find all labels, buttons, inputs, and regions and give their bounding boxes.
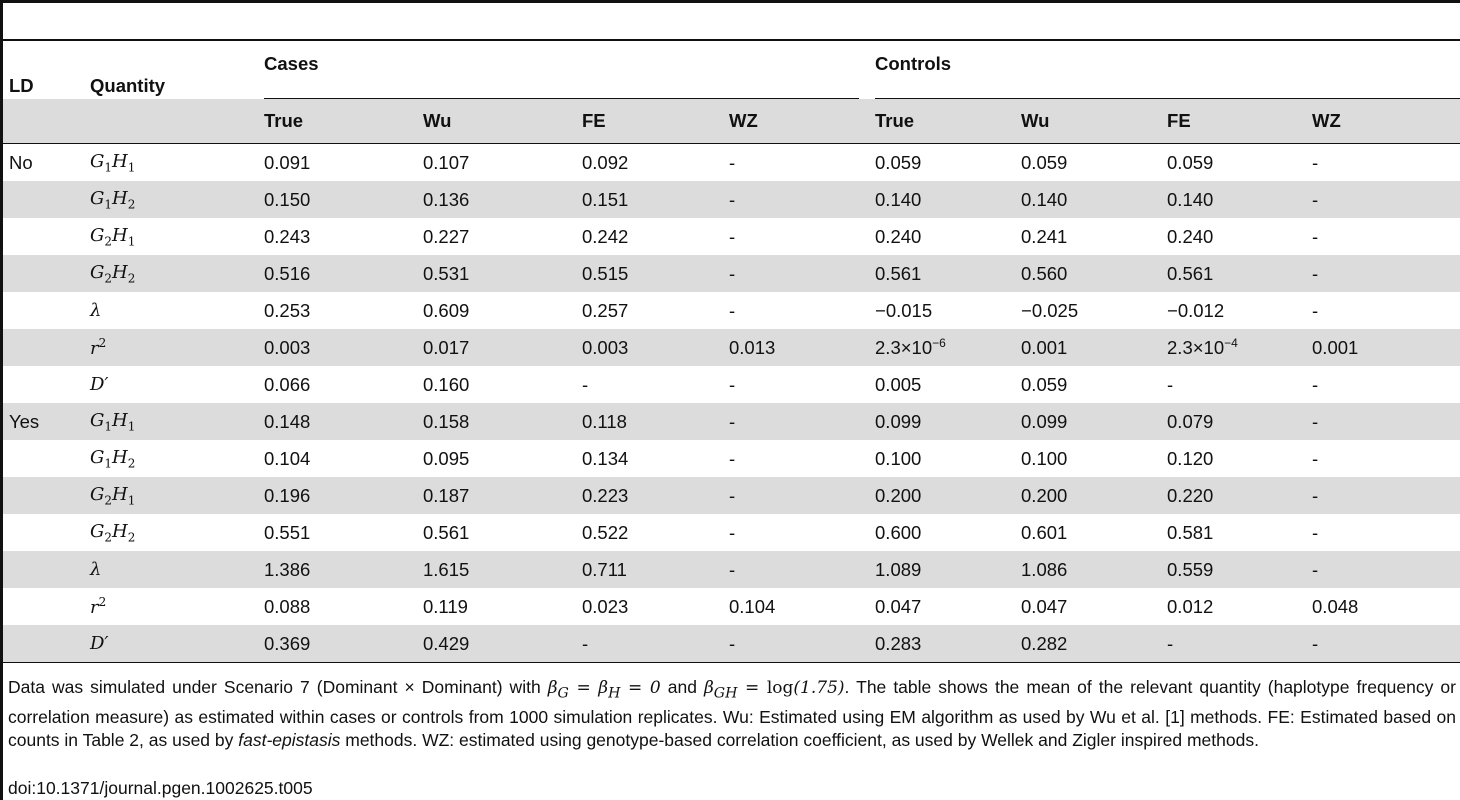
footnote-text-2: and xyxy=(660,677,704,697)
cell-ld xyxy=(3,514,84,551)
cell-ld: Yes xyxy=(3,403,84,440)
cell-ld xyxy=(3,588,84,625)
header-row-groups xyxy=(3,43,1460,99)
subcol-cases-wu: Wu xyxy=(417,99,576,144)
table-row xyxy=(3,255,1460,292)
cell-cases-true: 0.243 xyxy=(264,225,311,247)
cell-cases-wu: 0.531 xyxy=(417,255,576,292)
cell-cases-fe: 0.522 xyxy=(582,521,629,543)
cell-ld xyxy=(3,181,84,218)
top-border xyxy=(0,0,1460,3)
subcol-cases-wz: WZ xyxy=(723,99,869,144)
table-row xyxy=(3,366,1460,403)
cell-controls-fe: 0.079 xyxy=(1161,403,1306,440)
cell-controls-wz: 0.048 xyxy=(1312,595,1359,617)
cell-quantity: λ xyxy=(90,300,102,321)
cell-quantity: $G_2H_2$ xyxy=(84,255,258,292)
cell-cases-true: 0.088 xyxy=(264,595,311,617)
cell-ld xyxy=(3,551,84,588)
cell-controls-fe: 0.012 xyxy=(1167,595,1214,617)
cell-cases-fe: 0.711 xyxy=(576,551,723,588)
cell-controls-wz: - xyxy=(1306,477,1460,514)
cell-cases-true: 0.104 xyxy=(264,447,311,469)
results-table xyxy=(3,43,1460,663)
cell-cases-wu: 0.017 xyxy=(417,329,576,366)
cell-controls-wz: - xyxy=(1306,551,1460,588)
subcol-cases-fe: FE xyxy=(576,99,723,144)
cell-cases-wu: 0.187 xyxy=(417,477,576,514)
cell-cases-wz: - xyxy=(723,625,869,663)
cell-ld xyxy=(3,329,84,366)
cell-quantity: $r^2$ xyxy=(90,595,107,618)
cell-cases-wu: 0.158 xyxy=(417,403,576,440)
col-quantity-header: Quantity xyxy=(90,75,166,96)
cell-controls-true: 0.283 xyxy=(869,625,1015,663)
cell-cases-wu: 0.095 xyxy=(423,447,470,469)
cell-controls-fe: 0.581 xyxy=(1167,521,1214,543)
cell-quantity: λ xyxy=(84,551,258,588)
cell-cases-wz: - xyxy=(723,477,869,514)
table-row xyxy=(3,514,1460,551)
cell-controls-fe: 0.220 xyxy=(1161,477,1306,514)
cell-cases-wz: - xyxy=(723,181,869,218)
cell-ld xyxy=(3,218,84,255)
cell-controls-wu: 0.059 xyxy=(1021,151,1068,173)
table-row xyxy=(3,625,1460,663)
cell-controls-true: 0.561 xyxy=(869,255,1015,292)
subheader-blank-quantity xyxy=(84,99,258,144)
subcol-controls-true: True xyxy=(869,99,1015,144)
cell-controls-wu: 0.601 xyxy=(1021,521,1068,543)
cell-cases-fe: 0.257 xyxy=(582,299,629,321)
group-controls-rule xyxy=(875,98,1460,99)
cell-controls-wu: 0.241 xyxy=(1021,225,1068,247)
cell-cases-true: 0.003 xyxy=(258,329,417,366)
cell-controls-true: 0.140 xyxy=(869,181,1015,218)
cell-controls-true: $2.3\times 10^{-6}$ xyxy=(869,329,1015,366)
cell-ld xyxy=(3,440,84,477)
cell-cases-wz: - xyxy=(729,151,736,173)
cell-cases-true: 0.066 xyxy=(264,373,311,395)
subcol-controls-wz: WZ xyxy=(1306,99,1460,144)
cell-controls-wz: - xyxy=(1306,255,1460,292)
cell-controls-wu: 0.047 xyxy=(1021,595,1068,617)
cell-cases-true: 0.196 xyxy=(258,477,417,514)
cell-quantity: $G_2H_2$ xyxy=(90,520,136,545)
cell-ld xyxy=(3,477,84,514)
cell-cases-wu: 0.227 xyxy=(423,225,470,247)
cell-controls-fe: 0.559 xyxy=(1161,551,1306,588)
subcol-controls-fe: FE xyxy=(1161,99,1306,144)
cell-controls-wu: −0.025 xyxy=(1021,299,1079,321)
cell-quantity: $G_2H_1$ xyxy=(84,477,258,514)
cell-cases-wz: - xyxy=(723,403,869,440)
cell-controls-wz: - xyxy=(1312,151,1319,173)
cell-controls-fe: 0.140 xyxy=(1161,181,1306,218)
cell-cases-fe: 0.092 xyxy=(582,151,629,173)
cell-cases-wu: 1.615 xyxy=(417,551,576,588)
cell-controls-fe: 0.561 xyxy=(1161,255,1306,292)
cell-quantity: $r^2$ xyxy=(84,329,258,366)
cell-cases-true: 0.253 xyxy=(264,299,311,321)
cell-controls-fe: 0.120 xyxy=(1167,447,1214,469)
cell-cases-fe: 0.023 xyxy=(582,595,629,617)
cell-cases-fe: 0.003 xyxy=(576,329,723,366)
cell-cases-true: 0.091 xyxy=(264,151,311,173)
cell-controls-wz: - xyxy=(1306,181,1460,218)
subcol-controls-wu: Wu xyxy=(1015,99,1161,144)
cell-cases-wu: 0.561 xyxy=(423,521,470,543)
cell-controls-fe: - xyxy=(1167,373,1174,395)
cell-cases-fe: 0.242 xyxy=(582,225,629,247)
cell-cases-wz: 0.104 xyxy=(729,595,776,617)
cell-controls-true: 0.059 xyxy=(875,151,922,173)
footnote-emphasis: fast-epistasis xyxy=(238,730,341,751)
cell-cases-true: 1.386 xyxy=(258,551,417,588)
cell-cases-fe: 0.134 xyxy=(582,447,629,469)
cell-controls-true: −0.015 xyxy=(875,299,933,321)
table-row xyxy=(3,218,1460,255)
cell-cases-fe: - xyxy=(576,625,723,663)
table-top-rule xyxy=(0,39,1460,41)
cell-cases-wu: 0.119 xyxy=(423,595,468,617)
cell-controls-true: 1.089 xyxy=(869,551,1015,588)
cell-controls-wu: 0.560 xyxy=(1015,255,1161,292)
cell-cases-wu: 0.160 xyxy=(423,373,470,395)
cell-ld xyxy=(3,255,84,292)
footnote-math-beta-gh: $\beta_{GH} = \log(1.75)$ xyxy=(703,678,845,702)
cell-controls-true: 0.099 xyxy=(869,403,1015,440)
cell-cases-true: 0.551 xyxy=(264,521,311,543)
table-row xyxy=(3,588,1460,625)
cell-quantity: $G_1H_1$ xyxy=(90,150,136,175)
cell-cases-wz: - xyxy=(729,299,736,321)
table-row xyxy=(3,403,1460,440)
cell-ld xyxy=(3,292,84,329)
cell-controls-true: 0.600 xyxy=(875,521,922,543)
col-ld-header: LD xyxy=(9,75,34,96)
cell-quantity: $G_1H_1$ xyxy=(84,403,258,440)
cell-cases-fe: 0.151 xyxy=(576,181,723,218)
cell-controls-wz: - xyxy=(1312,373,1319,395)
cell-controls-wu: 0.100 xyxy=(1021,447,1068,469)
cell-quantity: $G_1H_2$ xyxy=(84,181,258,218)
cell-controls-wu: 0.059 xyxy=(1021,373,1068,395)
cell-cases-wu: 0.136 xyxy=(417,181,576,218)
cell-controls-true: 0.047 xyxy=(875,595,922,617)
cell-controls-wz: - xyxy=(1312,225,1319,247)
table-row xyxy=(3,477,1460,514)
subcol-cases-true: True xyxy=(258,99,417,144)
cell-controls-wu: 0.200 xyxy=(1015,477,1161,514)
cell-cases-wz: - xyxy=(723,551,869,588)
cell-controls-true: 0.200 xyxy=(869,477,1015,514)
cell-cases-wz: - xyxy=(723,255,869,292)
cell-controls-wz: - xyxy=(1306,403,1460,440)
cell-controls-fe: −0.012 xyxy=(1167,299,1225,321)
table-row xyxy=(3,181,1460,218)
cell-controls-wz: - xyxy=(1312,521,1319,543)
cell-quantity: $G_2H_1$ xyxy=(90,224,136,249)
footnote-text-3: . The table shows the mean of the relevant quantity (haplotype frequency or correlation measure) as estimated within cases or controls from 1000 simulation replicates. Wu: Estimated using EM algorithm as used by Wu et al. [1] methods. FE: Estimated based on counts in Table 2, as used by xyxy=(8,677,1456,751)
cell-cases-wz: - xyxy=(729,447,736,469)
cell-cases-wz: - xyxy=(729,373,736,395)
cell-controls-wu: 0.140 xyxy=(1015,181,1161,218)
table-footnote xyxy=(8,676,1456,753)
cell-cases-fe: 0.118 xyxy=(576,403,723,440)
doi-line: doi:10.1371/journal.pgen.1002625.t005 xyxy=(8,778,313,798)
group-cases-header xyxy=(258,43,869,99)
table-row xyxy=(3,440,1460,477)
cell-controls-fe: 0.240 xyxy=(1167,225,1214,247)
subheader-blank-ld xyxy=(3,99,84,144)
cell-controls-wu: 0.282 xyxy=(1015,625,1161,663)
cell-cases-wz: - xyxy=(729,225,736,247)
cell-cases-wu: 0.429 xyxy=(417,625,576,663)
cell-cases-wu: 0.609 xyxy=(423,299,470,321)
cell-cases-fe: - xyxy=(582,373,589,395)
cell-cases-fe: 0.515 xyxy=(576,255,723,292)
header-row-subcolumns xyxy=(3,99,1460,144)
cell-ld xyxy=(3,625,84,663)
cell-controls-wz: - xyxy=(1312,299,1319,321)
cell-cases-true: 0.150 xyxy=(258,181,417,218)
table-row xyxy=(3,292,1460,329)
cell-controls-fe: - xyxy=(1161,625,1306,663)
cell-ld xyxy=(3,366,84,403)
footnote-text-4: methods. WZ: estimated using genotype-based correlation coefficient, as used by Wellek and Zigler inspired methods. xyxy=(340,730,1259,751)
cell-cases-wz: 0.013 xyxy=(723,329,869,366)
cell-controls-wu: 0.001 xyxy=(1015,329,1161,366)
cell-controls-fe: 0.059 xyxy=(1167,151,1214,173)
cell-cases-true: 0.369 xyxy=(258,625,417,663)
cell-controls-wu: 1.086 xyxy=(1015,551,1161,588)
cell-cases-fe: 0.223 xyxy=(576,477,723,514)
table-body xyxy=(3,144,1460,663)
cell-cases-wz: - xyxy=(729,521,736,543)
group-cases-rule xyxy=(264,98,859,99)
footnote-math-beta-g-h: $\beta_G = \beta_H = 0$ xyxy=(547,678,661,702)
table-row xyxy=(3,144,1460,182)
cell-controls-wu: 0.099 xyxy=(1015,403,1161,440)
group-controls-label: Controls xyxy=(875,53,952,74)
cell-quantity: D′ xyxy=(84,625,258,663)
group-controls-header xyxy=(869,43,1460,99)
cell-cases-wu: 0.107 xyxy=(423,151,470,173)
cell-cases-true: 0.516 xyxy=(258,255,417,292)
cell-controls-wz: 0.001 xyxy=(1306,329,1460,366)
footnote-text-1: Data was simulated under Scenario 7 (Dominant × Dominant) with xyxy=(8,677,548,697)
cell-cases-true: 0.148 xyxy=(258,403,417,440)
cell-controls-wz: - xyxy=(1312,447,1319,469)
cell-quantity: D′ xyxy=(90,374,109,395)
cell-controls-true: 0.100 xyxy=(875,447,922,469)
group-cases-label: Cases xyxy=(264,53,319,74)
table-row xyxy=(3,329,1460,366)
cell-controls-true: 0.240 xyxy=(875,225,922,247)
cell-controls-fe: $2.3\times 10^{-4}$ xyxy=(1161,329,1306,366)
cell-quantity: $G_1H_2$ xyxy=(90,446,136,471)
cell-controls-true: 0.005 xyxy=(875,373,922,395)
cell-ld: No xyxy=(9,151,33,173)
cell-controls-wz: - xyxy=(1306,625,1460,663)
table-row xyxy=(3,551,1460,588)
